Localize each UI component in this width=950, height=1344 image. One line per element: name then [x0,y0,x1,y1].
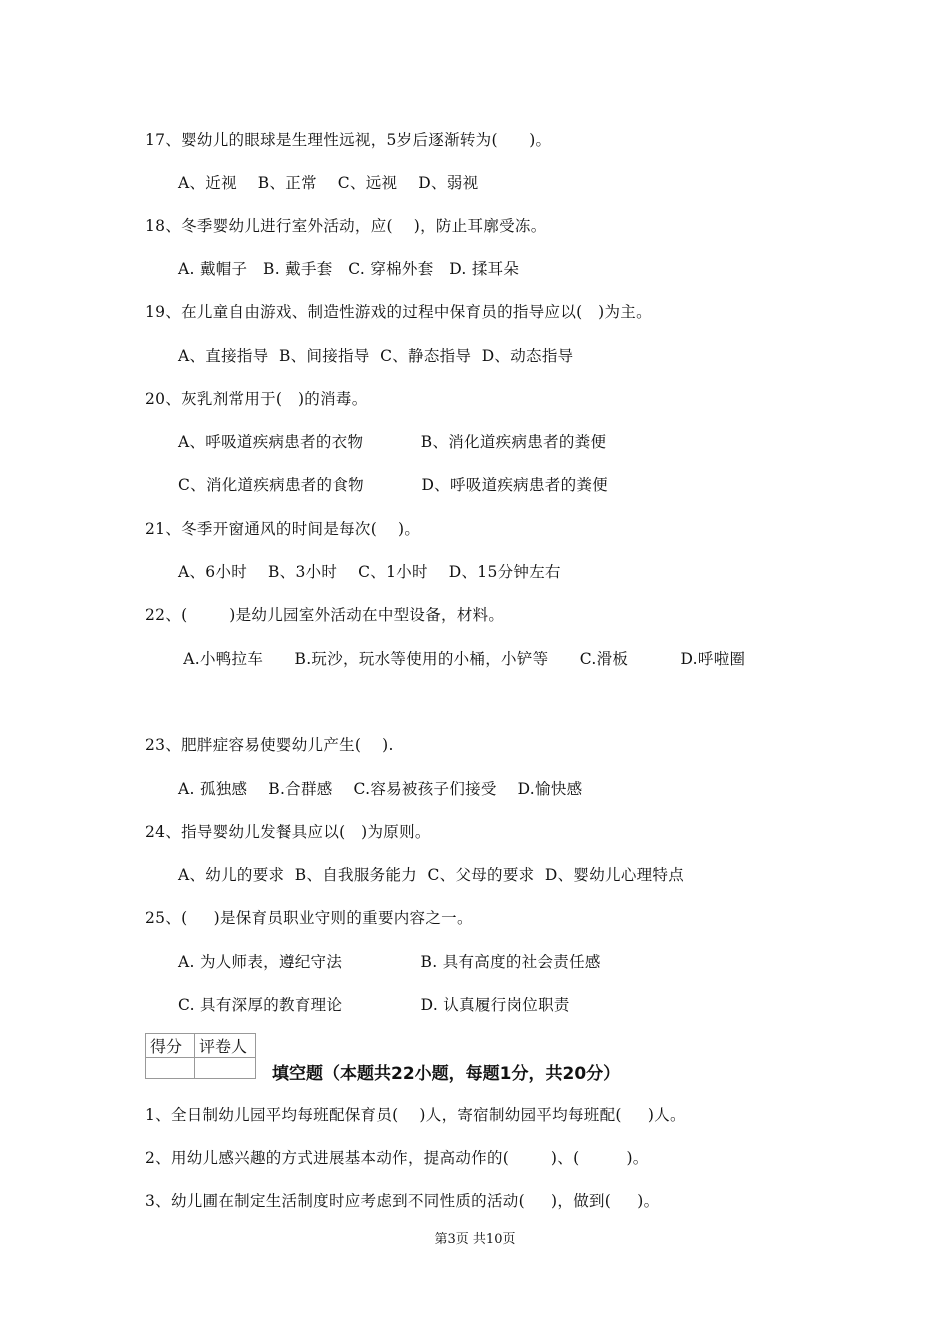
question-24: 24、指导婴幼儿发餐具应以( )为原则。 [145,823,431,841]
question-19-options: A、直接指导 B、间接指导 C、静态指导 D、动态指导 [178,347,574,365]
question-22: 22、( )是幼儿园室外活动在中型设备，材料。 [145,606,505,624]
reviewer-label: 评卷人 [195,1034,256,1058]
question-18-options: A. 戴帽子 B. 戴手套 C. 穿棉外套 D. 揉耳朵 [178,260,520,278]
question-20: 20、灰乳剂常用于( )的消毒。 [145,390,368,408]
page-footer: 第3页 共10页 [434,1232,516,1247]
question-21: 21、冬季开窗通风的时间是每次( )。 [145,520,421,538]
question-20-options-cd: C、消化道疾病患者的食物 D、呼吸道疾病患者的粪便 [178,476,608,494]
reviewer-cell [195,1058,256,1079]
question-24-options: A、幼儿的要求 B、自我服务能力 C、父母的要求 D、婴幼儿心理特点 [178,866,685,884]
question-22-options: A.小鸭拉车 B.玩沙，玩水等使用的小桶，小铲等 C.滑板 D.呼啦圈 [178,650,746,668]
question-17-options: A、近视 B、正常 C、远视 D、弱视 [178,174,479,192]
score-cell [146,1058,195,1079]
question-25-options-cd: C. 具有深厚的教育理论 D. 认真履行岗位职责 [178,996,570,1014]
section-title: 填空题（本题共22小题，每题1分，共20分） [272,1064,621,1084]
question-18: 18、冬季婴幼儿进行室外活动，应( )，防止耳廓受冻。 [145,217,547,235]
question-25-options-ab: A. 为人师表，遵纪守法 B. 具有高度的社会责任感 [178,953,601,971]
question-23: 23、肥胖症容易使婴幼儿产生( ). [145,736,394,754]
question-20-options-ab: A、呼吸道疾病患者的衣物 B、消化道疾病患者的粪便 [178,433,607,451]
question-25: 25、( )是保育员职业守则的重要内容之一。 [145,909,473,927]
fill-question-3: 3、幼儿圃在制定生活制度时应考虑到不同性质的活动( )，做到( )。 [145,1192,660,1210]
question-21-options: A、6小时 B、3小时 C、1小时 D、15分钟左右 [178,563,561,581]
score-label: 得分 [146,1034,195,1058]
question-23-options: A. 孤独感 B.合群感 C.容易被孩子们接受 D.愉快感 [178,780,583,798]
question-17: 17、婴幼儿的眼球是生理性远视，5岁后逐渐转为( )。 [145,131,552,149]
score-table [145,1033,256,1079]
question-19: 19、在儿童自由游戏、制造性游戏的过程中保育员的指导应以( )为主。 [145,303,652,321]
fill-question-1: 1、全日制幼儿园平均每班配保育员( )人，寄宿制幼园平均每班配( )人。 [145,1106,686,1124]
fill-question-2: 2、用幼儿感兴趣的方式进展基本动作，提高动作的( )、( )。 [145,1149,649,1167]
